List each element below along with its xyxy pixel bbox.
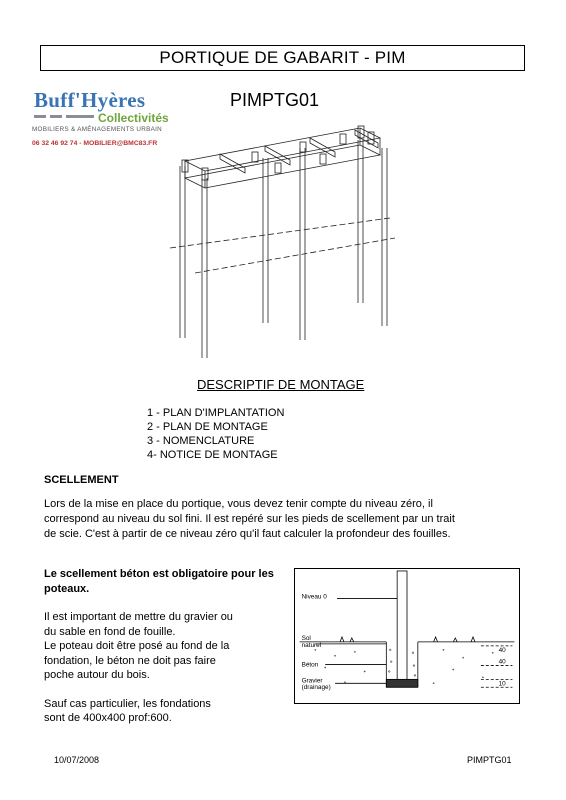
scellement-bold-note: Le scellement béton est obligatoire pour les poteaux.	[44, 568, 274, 595]
section-title: DESCRIPTIF DE MONTAGE	[197, 377, 365, 392]
body-line: poche autour du bois.	[44, 669, 150, 681]
footer-code: PIMPTG01	[467, 755, 512, 765]
logo-subname: Collectivités	[98, 111, 169, 125]
scellement-body	[44, 610, 274, 726]
document-title	[40, 45, 525, 71]
foundation-diagram	[294, 568, 520, 704]
step-item: 2 - PLAN DE MONTAGE	[147, 421, 268, 433]
body-line: Il est important de mettre du gravier ou	[44, 611, 233, 623]
step-item: 3 - NOMENCLATURE	[147, 435, 255, 447]
footer-date: 10/07/2008	[54, 755, 100, 765]
label-niveau: Niveau 0	[301, 593, 327, 601]
body-line: du sable en fond de fouille.	[44, 625, 176, 638]
step-item: 1 - PLAN D'IMPLANTATION	[147, 407, 285, 419]
label-sol: Sol	[301, 634, 311, 642]
dim-top: 40	[498, 646, 506, 654]
product-code: PIMPTG01	[230, 90, 320, 110]
body-line: fondation, le béton ne doit pas faire	[44, 654, 216, 667]
body-line: sont de 400x400 prof:600.	[44, 712, 172, 724]
logo-name: Buff'Hyères	[34, 88, 146, 112]
portique-drawing	[160, 118, 405, 363]
label-gravier: Gravier	[301, 677, 323, 685]
steps-list	[147, 406, 284, 462]
step-item: 4- NOTICE DE MONTAGE	[147, 449, 278, 461]
label-naturel: naturel	[301, 641, 322, 649]
body-line: Sauf cas particulier, les fondations	[44, 697, 211, 710]
dim-bottom: 10	[498, 680, 506, 688]
document-title-text: PORTIQUE DE GABARIT - PIM	[159, 48, 406, 67]
dim-mid: 40	[498, 658, 506, 666]
scellement-paragraph: Lors de la mise en place du portique, vous devez tenir compte du niveau zéro, il correspond au niveau du sol fini. Il est repéré sur les pieds de scellement par un trait de scie. C'est à partir de ce niveau zéro qu'il faut calculer la profondeur des fouilles.	[44, 498, 455, 540]
body-line: Le poteau doit être posé au fond de la	[44, 640, 230, 652]
label-drainage: (drainage)	[301, 684, 331, 692]
label-beton: Béton	[301, 661, 319, 669]
logo-tagline: MOBILIERS & AMÉNAGEMENTS URBAIN	[32, 126, 163, 133]
scellement-heading: SCELLEMENT	[44, 474, 119, 486]
logo-contact: 06 32 46 92 74 - MOBILIER@BMC83.FR	[32, 140, 158, 147]
